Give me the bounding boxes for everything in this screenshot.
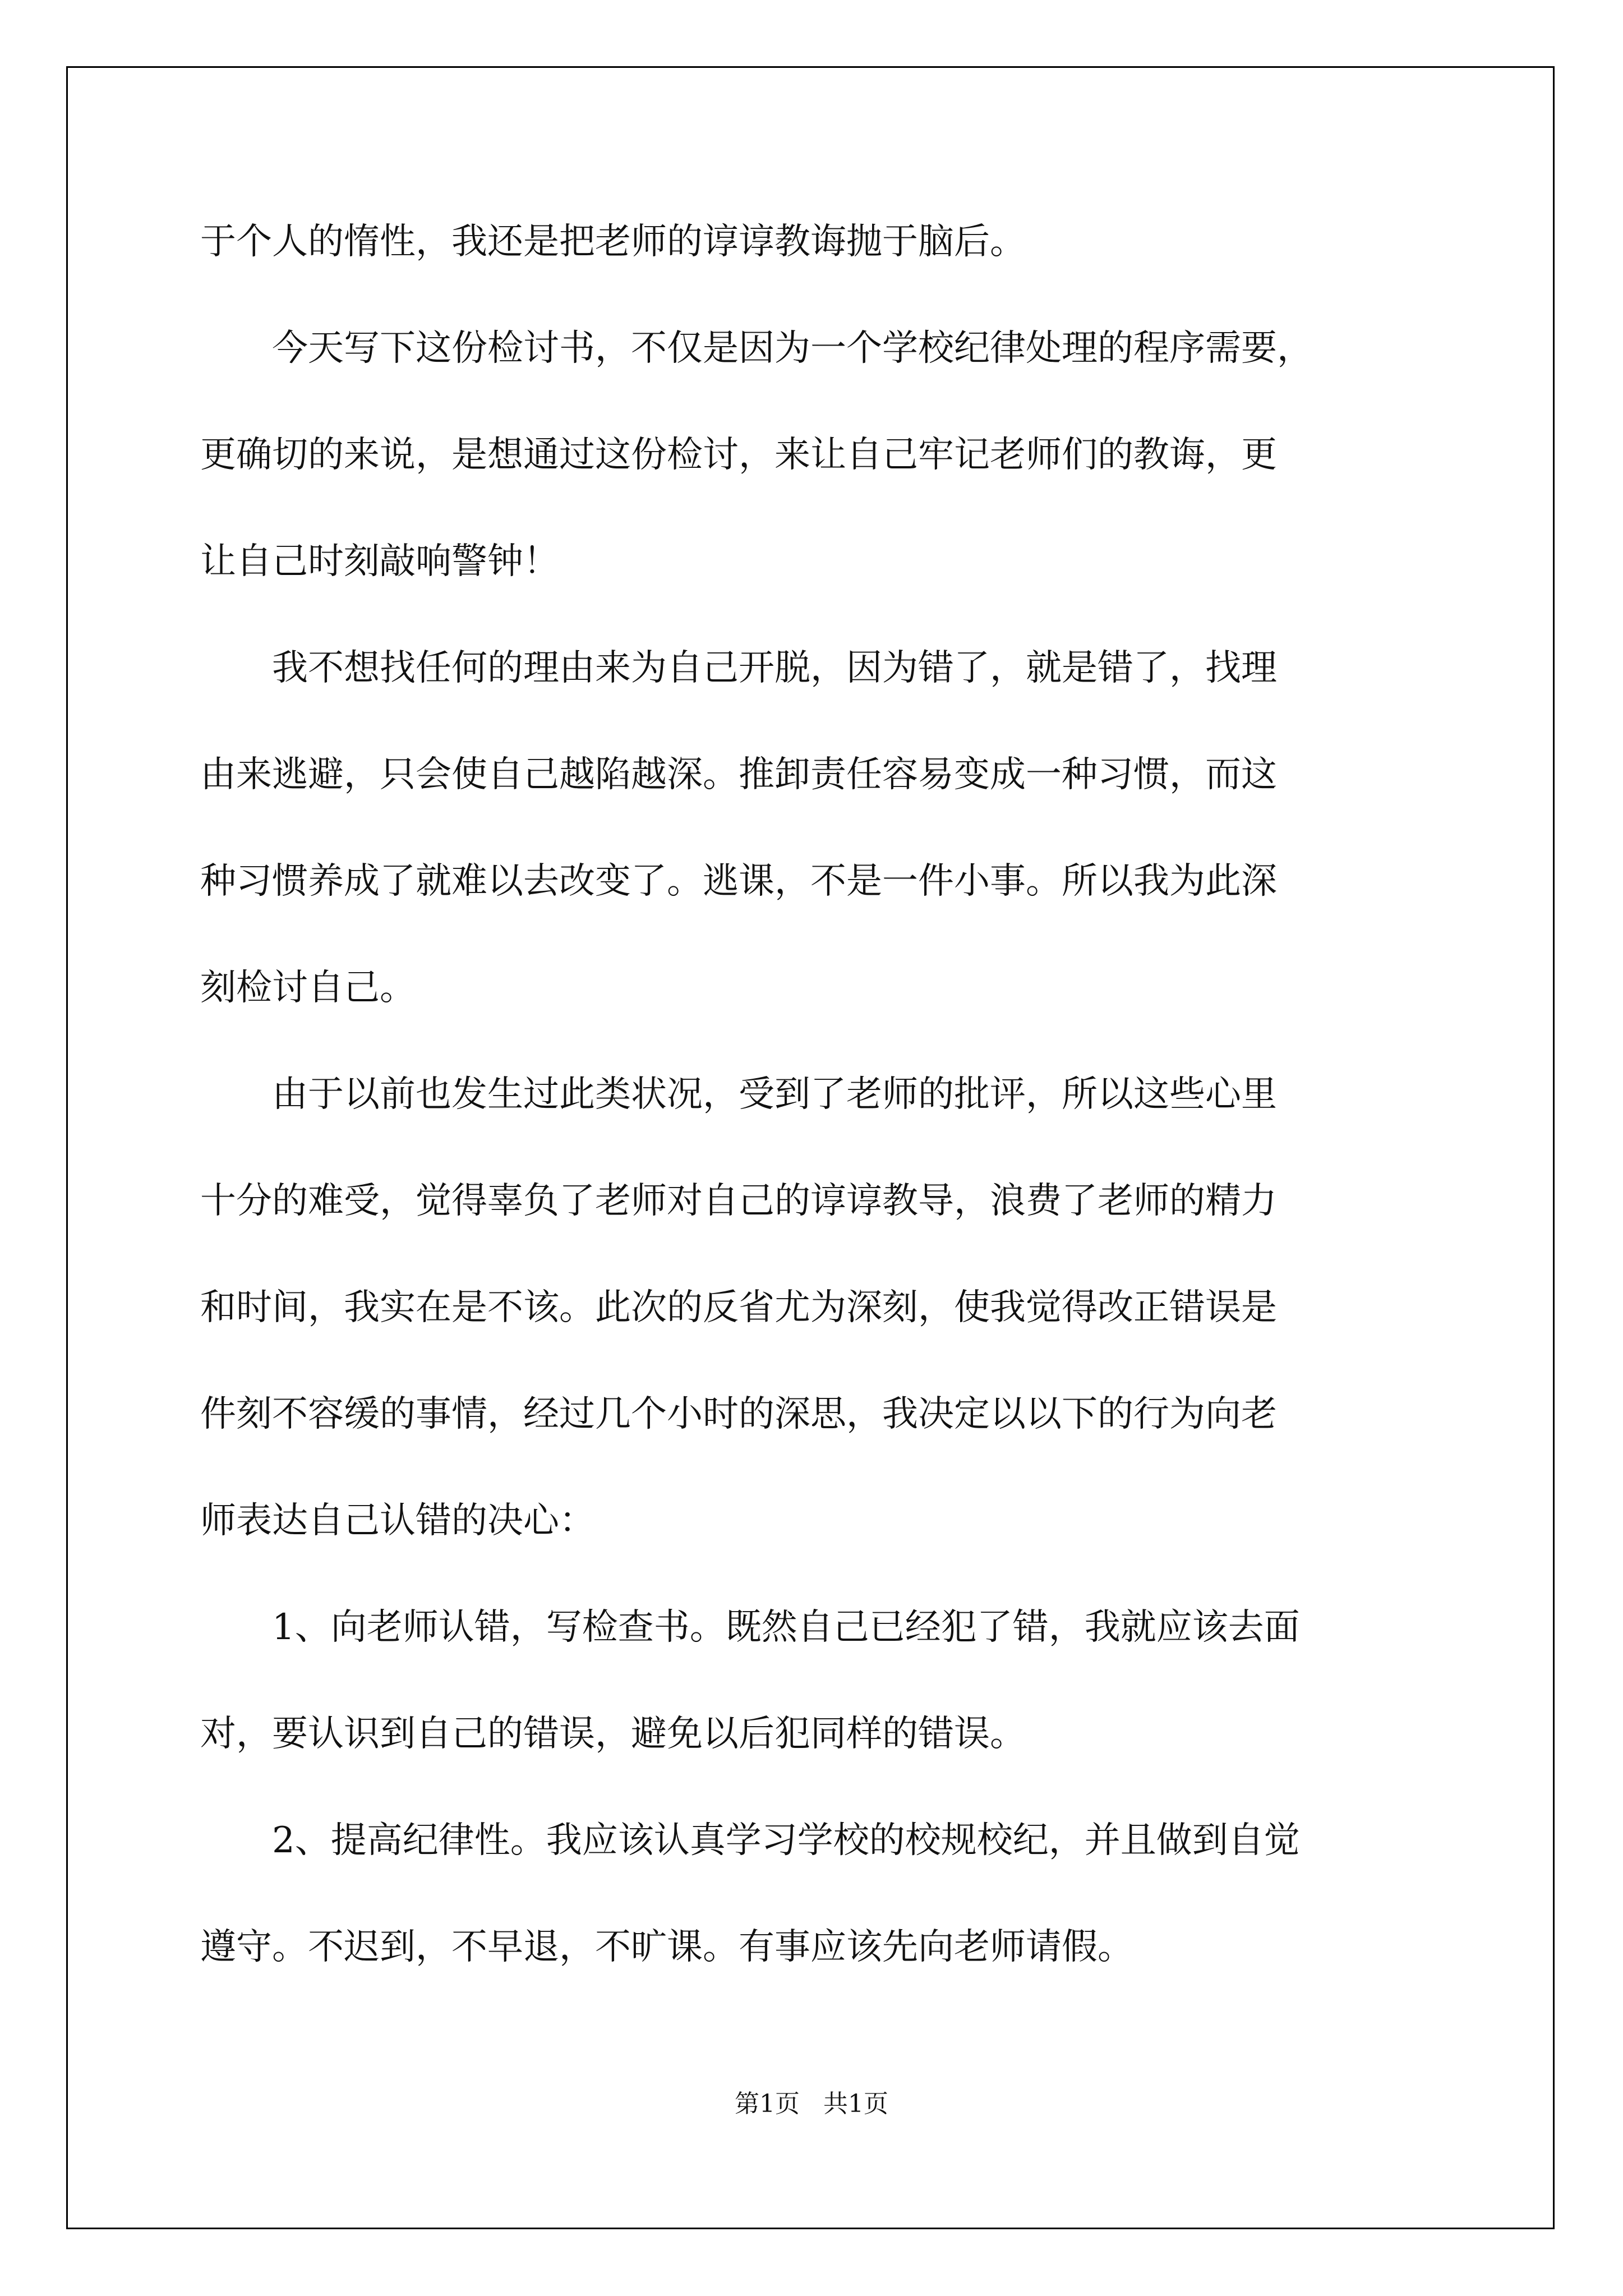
text-line: 对，要认识到自己的错误，避免以后犯同样的错误。 [200, 1713, 1026, 1755]
text-line: 2、提高纪律性。我应该认真学习学校的校规校纪，并且做到自觉 [272, 1820, 1300, 1861]
text-line: 十分的难受，觉得辜负了老师对自己的谆谆教导，浪费了老师的精力 [200, 1180, 1277, 1222]
text-line: 刻检讨自己。 [200, 967, 416, 1009]
text-line: 遵守。不迟到，不早退，不旷课。有事应该先向老师请假。 [200, 1926, 1133, 1968]
text-line: 今天写下这份检讨书，不仅是因为一个学校纪律处理的程序需要， [272, 328, 1313, 369]
text-line: 更确切的来说，是想通过这份检讨，来让自己牢记老师们的教诲，更 [200, 434, 1277, 476]
text-line: 和时间，我实在是不该。此次的反省尤为深刻，使我觉得改正错误是 [200, 1287, 1277, 1328]
text-line: 1、向老师认错，写检查书。既然自己已经犯了错，我就应该去面 [272, 1607, 1300, 1648]
page-number-footer: 第1页 共1页 [735, 2090, 888, 2118]
text-line: 件刻不容缓的事情，经过几个小时的深思，我决定以以下的行为向老 [200, 1393, 1277, 1435]
text-line: 于个人的惰性，我还是把老师的谆谆教诲抛于脑后。 [200, 221, 1026, 263]
text-line: 种习惯养成了就难以去改变了。逃课，不是一件小事。所以我为此深 [200, 861, 1277, 902]
text-line: 由来逃避，只会使自己越陷越深。推卸责任容易变成一种习惯，而这 [200, 754, 1277, 795]
document-body [200, 209, 1434, 2021]
text-line: 我不想找任何的理由来为自己开脱，因为错了，就是错了，找理 [272, 647, 1277, 689]
text-line: 由于以前也发生过此类状况，受到了老师的批评，所以这些心里 [272, 1074, 1277, 1115]
text-line: 让自己时刻敲响警钟！ [200, 541, 559, 582]
text-line: 师表达自己认错的决心： [200, 1500, 595, 1542]
